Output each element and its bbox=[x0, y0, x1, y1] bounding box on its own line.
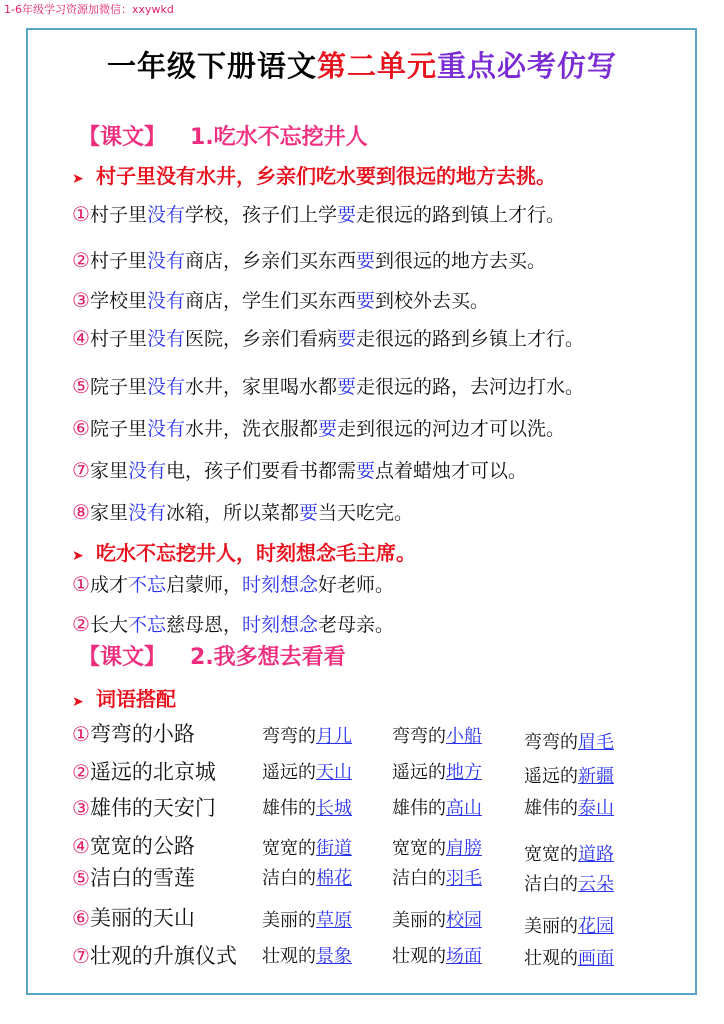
highlight-word: 没有 bbox=[127, 502, 166, 524]
word-combo bbox=[392, 722, 482, 748]
highlight-word: 没有 bbox=[146, 376, 185, 398]
word-combo bbox=[392, 758, 482, 784]
word-combo bbox=[524, 728, 614, 754]
combo-prefix: 美丽的 bbox=[392, 910, 446, 931]
word-combo bbox=[262, 834, 352, 860]
sentence-number: ① bbox=[72, 202, 90, 226]
sentence-text: 老母亲。 bbox=[318, 614, 395, 636]
sentence-text: 水井，洗衣服都 bbox=[184, 418, 318, 440]
combo-prefix: 壮观的 bbox=[392, 946, 446, 967]
word-combo bbox=[392, 942, 482, 968]
pairing-phrase bbox=[72, 902, 195, 932]
sentence-text: 学校里 bbox=[89, 290, 147, 312]
lesson1-heading bbox=[78, 120, 368, 151]
word-combo bbox=[262, 722, 352, 748]
example-sentence bbox=[72, 200, 565, 227]
word-combo bbox=[262, 864, 352, 890]
sentence-text: 成才 bbox=[89, 574, 128, 596]
combo-word: 场面 bbox=[446, 946, 482, 967]
highlight-word: 要 bbox=[355, 250, 375, 272]
sentence-number: ⑧ bbox=[72, 500, 90, 524]
sentence-number: ⑦ bbox=[72, 458, 90, 482]
combo-prefix: 美丽的 bbox=[524, 916, 578, 937]
word-combo bbox=[524, 870, 614, 896]
phrase-text: 宽宽的公路 bbox=[89, 834, 195, 858]
combo-prefix: 洁白的 bbox=[392, 868, 446, 889]
example-sentence bbox=[72, 570, 394, 597]
sentence-number: ⑥ bbox=[72, 416, 90, 440]
pairing-phrase bbox=[72, 792, 216, 822]
highlight-word: 时刻想念 bbox=[241, 614, 318, 636]
pattern2-text: 吃水不忘挖井人，时刻想念毛主席。 bbox=[96, 541, 416, 565]
watermark: 1-6年级学习资源加微信：xxywkd bbox=[4, 3, 174, 16]
phrase-text: 遥远的北京城 bbox=[89, 760, 216, 784]
sentence-text: 冰箱，所以菜都 bbox=[165, 502, 299, 524]
lesson1-label: 【课文】 bbox=[78, 125, 167, 150]
combo-word: 校园 bbox=[446, 910, 482, 931]
highlight-word: 要 bbox=[317, 418, 337, 440]
word-pairing-heading: 词语搭配 bbox=[96, 687, 176, 711]
combo-prefix: 宽宽的 bbox=[524, 844, 578, 865]
arrow-icon: ➤ bbox=[72, 694, 84, 710]
combo-word: 小船 bbox=[446, 726, 482, 747]
word-combo bbox=[392, 794, 482, 820]
sentence-text: 走很远的路到乡镇上才行。 bbox=[356, 328, 585, 350]
combo-prefix: 弯弯的 bbox=[524, 732, 578, 753]
phrase-text: 洁白的雪莲 bbox=[89, 866, 195, 890]
word-combo bbox=[262, 794, 352, 820]
highlight-word: 不忘 bbox=[127, 614, 166, 636]
row-number: ⑤ bbox=[72, 866, 90, 890]
sentence-text: 医院，乡亲们看病 bbox=[184, 328, 337, 350]
combo-prefix: 弯弯的 bbox=[392, 726, 446, 747]
highlight-word: 要 bbox=[336, 328, 356, 350]
combo-prefix: 美丽的 bbox=[262, 910, 316, 931]
lesson2-heading bbox=[78, 640, 346, 671]
page-title bbox=[0, 44, 724, 85]
word-combo bbox=[262, 758, 352, 784]
pairing-phrase bbox=[72, 940, 237, 970]
combo-word: 草原 bbox=[316, 910, 352, 931]
combo-word: 泰山 bbox=[578, 798, 614, 819]
combo-word: 地方 bbox=[446, 762, 482, 783]
highlight-word: 没有 bbox=[146, 418, 185, 440]
combo-prefix: 洁白的 bbox=[262, 868, 316, 889]
sentence-text: 点着蜡烛才可以。 bbox=[375, 460, 528, 482]
phrase-text: 雄伟的天安门 bbox=[89, 796, 216, 820]
word-combo bbox=[524, 912, 614, 938]
sentence-text: 走到很远的河边才可以洗。 bbox=[337, 418, 566, 440]
combo-prefix: 宽宽的 bbox=[262, 838, 316, 859]
highlight-word: 要 bbox=[336, 376, 356, 398]
combo-word: 景象 bbox=[316, 946, 352, 967]
combo-word: 天山 bbox=[316, 762, 352, 783]
row-number: ② bbox=[72, 760, 90, 784]
title-part-1: 一年级下册语文 bbox=[106, 49, 317, 83]
sentence-number: ① bbox=[72, 572, 90, 596]
row-number: ④ bbox=[72, 834, 90, 858]
word-combo bbox=[392, 906, 482, 932]
sentence-text: 水井，家里喝水都 bbox=[184, 376, 337, 398]
sentence-text: 走很远的路到镇上才行。 bbox=[356, 204, 566, 226]
combo-word: 长城 bbox=[316, 798, 352, 819]
combo-word: 新疆 bbox=[578, 766, 614, 787]
sentence-text: 商店，学生们买东西 bbox=[184, 290, 356, 312]
highlight-word: 没有 bbox=[146, 328, 185, 350]
sentence-text: 商店，乡亲们买东西 bbox=[184, 250, 356, 272]
combo-word: 画面 bbox=[578, 948, 614, 969]
sentence-text: 院子里 bbox=[89, 376, 147, 398]
sentence-number: ② bbox=[72, 612, 90, 636]
lesson2-label: 【课文】 bbox=[78, 645, 167, 670]
highlight-word: 要 bbox=[355, 290, 375, 312]
pairing-phrase bbox=[72, 718, 195, 748]
row-number: ⑥ bbox=[72, 906, 90, 930]
combo-prefix: 遥远的 bbox=[392, 762, 446, 783]
sentence-number: ④ bbox=[72, 326, 90, 350]
word-combo bbox=[524, 762, 614, 788]
combo-prefix: 宽宽的 bbox=[392, 838, 446, 859]
combo-prefix: 壮观的 bbox=[262, 946, 316, 967]
combo-word: 棉花 bbox=[316, 868, 352, 889]
example-sentence bbox=[72, 456, 527, 483]
highlight-word: 要 bbox=[336, 204, 356, 226]
combo-prefix: 雄伟的 bbox=[524, 798, 578, 819]
combo-prefix: 雄伟的 bbox=[392, 798, 446, 819]
combo-word: 花园 bbox=[578, 916, 614, 937]
example-sentence bbox=[72, 286, 489, 313]
word-combo bbox=[392, 864, 482, 890]
sentence-text: 长大 bbox=[89, 614, 128, 636]
pairing-phrase bbox=[72, 830, 195, 860]
example-sentence bbox=[72, 324, 584, 351]
highlight-word: 没有 bbox=[127, 460, 166, 482]
combo-prefix: 雄伟的 bbox=[262, 798, 316, 819]
highlight-word: 要 bbox=[298, 502, 318, 524]
sentence-text: 家里 bbox=[89, 502, 128, 524]
arrow-icon: ➤ bbox=[72, 171, 84, 187]
sentence-text: 村子里 bbox=[89, 204, 147, 226]
arrow-icon: ➤ bbox=[72, 548, 84, 564]
sentence-text: 启蒙师， bbox=[165, 574, 242, 596]
highlight-word: 没有 bbox=[146, 204, 185, 226]
word-combo bbox=[262, 906, 352, 932]
example-sentence bbox=[72, 414, 565, 441]
title-part-2: 第二单元 bbox=[316, 49, 437, 83]
word-combo bbox=[392, 834, 482, 860]
pattern1-text: 村子里没有水井，乡亲们吃水要到很远的地方去挑。 bbox=[96, 164, 556, 188]
row-number: ⑦ bbox=[72, 944, 90, 968]
combo-word: 肩膀 bbox=[446, 838, 482, 859]
row-number: ① bbox=[72, 722, 90, 746]
word-combo bbox=[524, 794, 614, 820]
combo-prefix: 洁白的 bbox=[524, 874, 578, 895]
lesson1-pattern1 bbox=[72, 160, 556, 189]
word-combo bbox=[524, 944, 614, 970]
sentence-text: 院子里 bbox=[89, 418, 147, 440]
lesson2-name: 2.我多想去看看 bbox=[190, 645, 346, 670]
sentence-number: ⑤ bbox=[72, 374, 90, 398]
combo-prefix: 弯弯的 bbox=[262, 726, 316, 747]
combo-word: 羽毛 bbox=[446, 868, 482, 889]
sentence-number: ③ bbox=[72, 288, 90, 312]
row-number: ③ bbox=[72, 796, 90, 820]
pairing-phrase bbox=[72, 756, 216, 786]
phrase-text: 美丽的天山 bbox=[89, 906, 195, 930]
sentence-number: ② bbox=[72, 248, 90, 272]
highlight-word: 时刻想念 bbox=[241, 574, 318, 596]
sentence-text: 当天吃完。 bbox=[318, 502, 414, 524]
combo-prefix: 壮观的 bbox=[524, 948, 578, 969]
sentence-text: 电，孩子们要看书都需 bbox=[165, 460, 356, 482]
lesson2-subheading bbox=[72, 683, 176, 712]
sentence-text: 好老师。 bbox=[318, 574, 395, 596]
phrase-text: 壮观的升旗仪式 bbox=[89, 944, 237, 968]
pairing-phrase bbox=[72, 862, 195, 892]
sentence-text: 到校外去买。 bbox=[375, 290, 490, 312]
title-part-3: 重点必考仿写 bbox=[437, 49, 618, 83]
sentence-text: 走很远的路，去河边打水。 bbox=[356, 376, 585, 398]
sentence-text: 学校，孩子们上学 bbox=[184, 204, 337, 226]
lesson1-name: 1.吃水不忘挖井人 bbox=[190, 125, 368, 150]
highlight-word: 没有 bbox=[146, 250, 185, 272]
highlight-word: 要 bbox=[355, 460, 375, 482]
sentence-text: 村子里 bbox=[89, 250, 147, 272]
combo-word: 月儿 bbox=[316, 726, 352, 747]
highlight-word: 不忘 bbox=[127, 574, 166, 596]
phrase-text: 弯弯的小路 bbox=[89, 722, 195, 746]
highlight-word: 没有 bbox=[146, 290, 185, 312]
example-sentence bbox=[72, 498, 413, 525]
example-sentence bbox=[72, 372, 584, 399]
combo-word: 云朵 bbox=[578, 874, 614, 895]
combo-word: 街道 bbox=[316, 838, 352, 859]
sentence-text: 慈母恩， bbox=[165, 614, 242, 636]
example-sentence bbox=[72, 246, 546, 273]
combo-prefix: 遥远的 bbox=[524, 766, 578, 787]
word-combo bbox=[262, 942, 352, 968]
lesson1-pattern2 bbox=[72, 537, 416, 566]
example-sentence bbox=[72, 610, 394, 637]
combo-word: 高山 bbox=[446, 798, 482, 819]
combo-word: 道路 bbox=[578, 844, 614, 865]
sentence-text: 到很远的地方去买。 bbox=[375, 250, 547, 272]
word-combo bbox=[524, 840, 614, 866]
combo-prefix: 遥远的 bbox=[262, 762, 316, 783]
combo-word: 眉毛 bbox=[578, 732, 614, 753]
sentence-text: 村子里 bbox=[89, 328, 147, 350]
sentence-text: 家里 bbox=[89, 460, 128, 482]
